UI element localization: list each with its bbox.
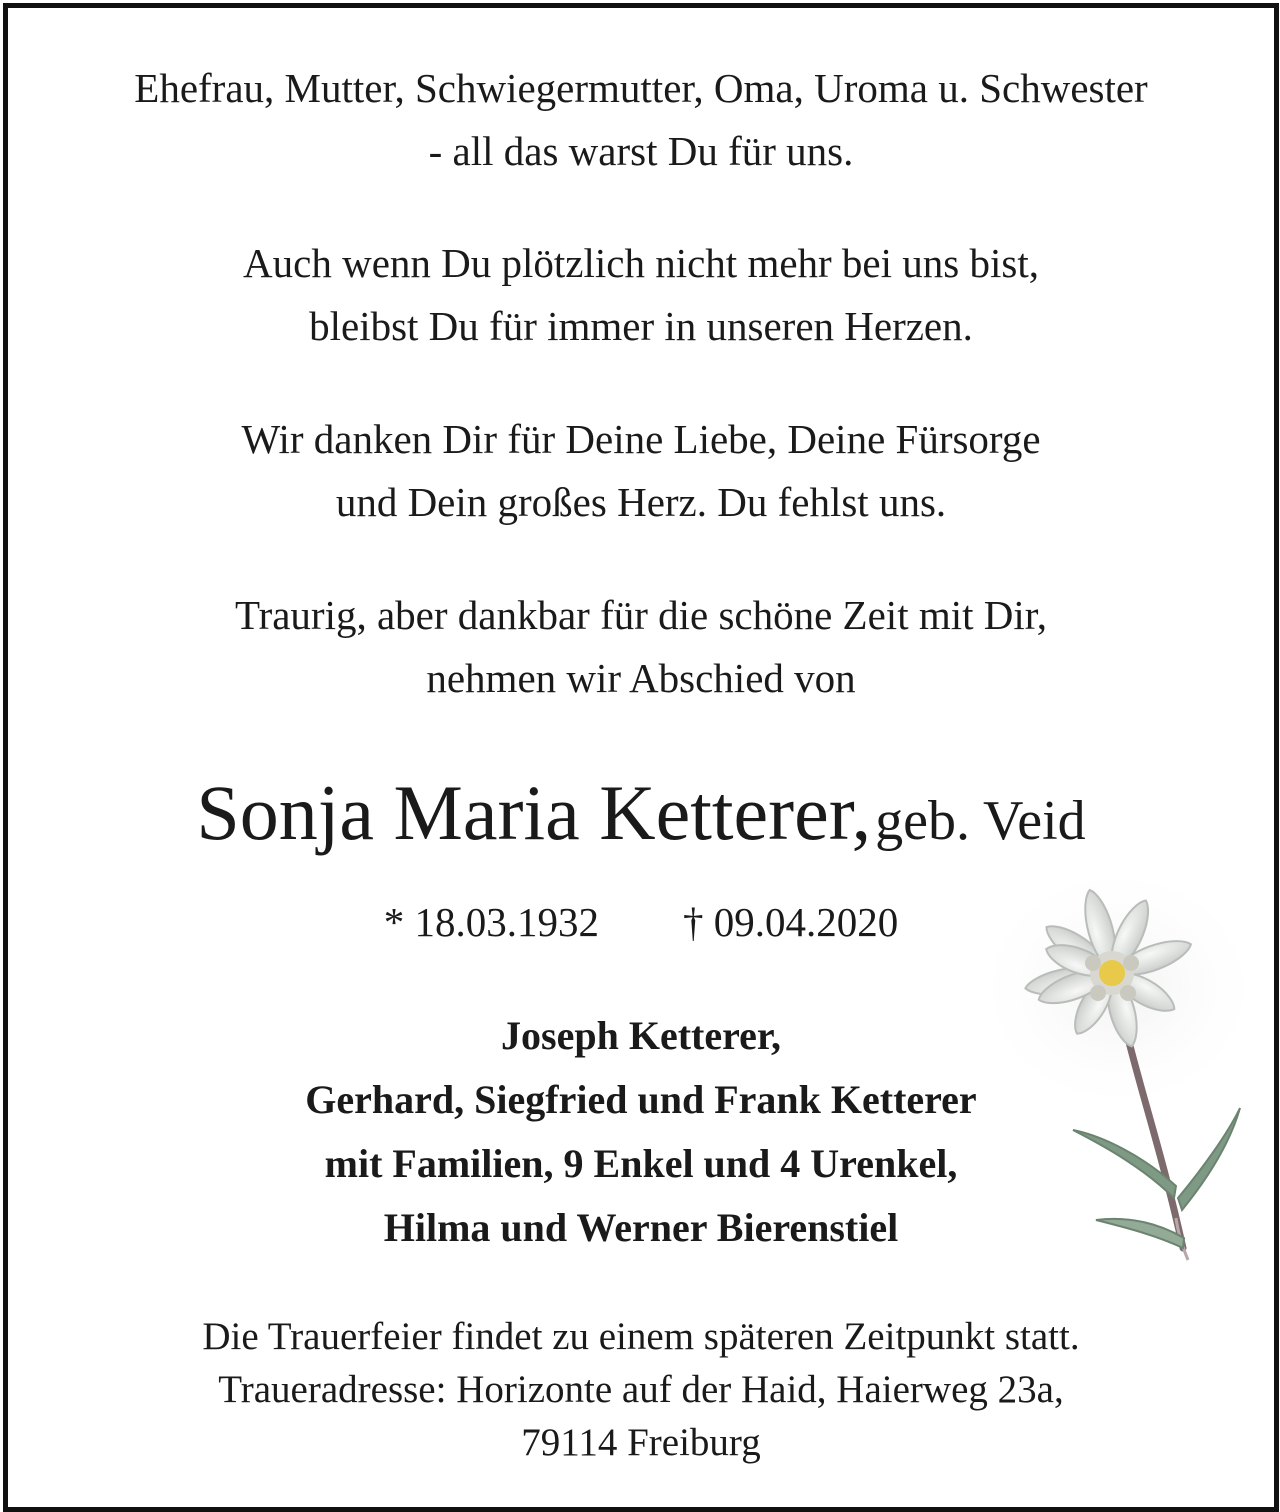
deceased-maiden-name: geb. Veid [875, 790, 1086, 852]
footer-line: 79114 Freiburg [521, 1421, 761, 1464]
verse-line: und Dein großes Herz. Du fehlst uns. [335, 479, 947, 525]
footer-line: Traueradresse: Horizonte auf der Haid, Haierweg 23a, [218, 1368, 1064, 1411]
verse-2 [8, 232, 1274, 358]
mourner-line: Gerhard, Siegfried und Frank Ketterer [305, 1077, 977, 1122]
verse-line: Ehefrau, Mutter, Schwiegermutter, Oma, Uroma u. Schwester [134, 65, 1148, 111]
birth-date: * 18.03.1932 [383, 899, 599, 945]
deceased-name [8, 763, 1274, 885]
funeral-notice [8, 1310, 1274, 1469]
edelweiss-flower-icon [978, 868, 1268, 1278]
mourner-line: Joseph Ketterer, [501, 1013, 781, 1058]
verse-line: bleibst Du für immer in unseren Herzen. [309, 303, 973, 349]
verse-line: - all das warst Du für uns. [428, 128, 854, 174]
verse-line: nehmen wir Abschied von [426, 655, 856, 701]
mourner-line: mit Familien, 9 Enkel und 4 Urenkel, [324, 1141, 958, 1186]
verse-4 [8, 584, 1274, 710]
verse-line: Wir danken Dir für Deine Liebe, Deine Fürsorge [241, 416, 1041, 462]
verse-line: Traurig, aber dankbar für die schöne Zeit mit Dir, [234, 592, 1048, 638]
deceased-full-name: Sonja Maria Ketterer, [196, 769, 872, 856]
mourner-line: Hilma und Werner Bierenstiel [383, 1205, 899, 1250]
verse-line: Auch wenn Du plötzlich nicht mehr bei uns bist, [243, 240, 1039, 286]
verse-1 [8, 57, 1274, 183]
death-date: † 09.04.2020 [683, 899, 899, 945]
footer-line: Die Trauerfeier findet zu einem späteren Zeitpunkt statt. [202, 1315, 1080, 1358]
verse-3 [8, 408, 1274, 534]
obituary-card [3, 3, 1279, 1512]
